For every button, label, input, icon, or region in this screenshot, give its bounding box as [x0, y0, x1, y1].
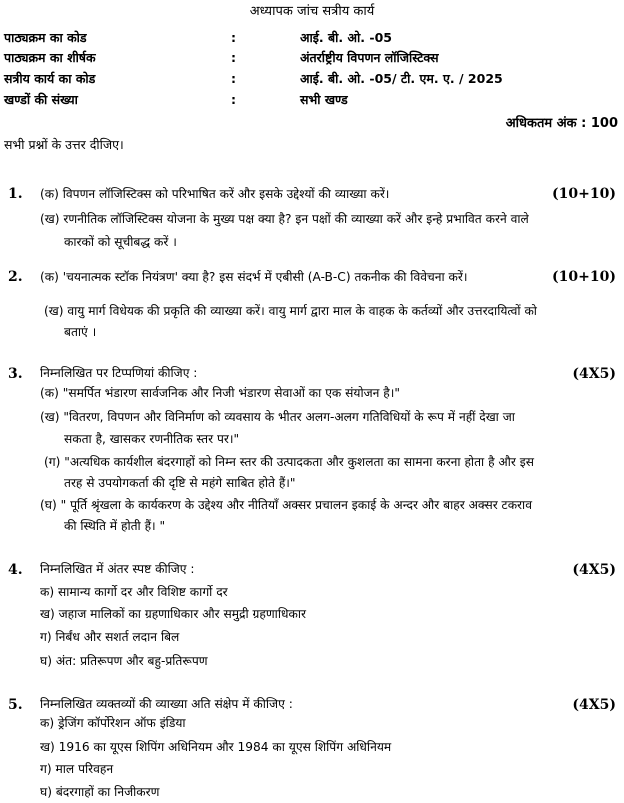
header-colon: :: [231, 30, 236, 45]
instruction: सभी प्रश्नों के उत्तर दीजिए।: [4, 137, 124, 152]
question-part: (क) "समर्पित भंडारण सार्वजनिक और निजी भंडारण सेवाओं का एक संयोजन है।": [40, 386, 401, 400]
question-part-cont: सकता है, खासकर रणनीतिक स्तर पर।": [64, 432, 240, 446]
question-marks: (4X5): [572, 366, 616, 382]
question-part: (घ) " पूर्ति श्रृंखला के कार्यकरण के उद्देश्य और नीतियाँ अक्सर प्रचालन इकाई के अन्दर और बाहर अक्सर टकराव: [40, 498, 532, 512]
max-marks: अधिकतम अंक : 100: [505, 116, 618, 131]
question-part: (ख) वायु मार्ग विधेयक की प्रकृति की व्याख्या करें। वायु मार्ग द्वारा माल के वाहक के कर्तव्यों और उत्तरदायित्वों को: [44, 304, 537, 318]
course-code-value: आई. बी. ओ. -05: [300, 30, 392, 45]
question-marks: (4X5): [572, 697, 616, 713]
question-part: (ख) रणनीतिक लॉजिस्टिक्स योजना के मुख्य पक्ष क्या है? इन पक्षों की व्याख्या करें और इन्हे प्रभावित करने वाले: [40, 212, 529, 226]
question-part: घ) बंदरगाहों का निजीकरण: [40, 785, 160, 799]
assignment-code-label: सत्रीय कार्य का कोड: [4, 71, 96, 86]
question-part-cont: कारकों को सूचीबद्ध करें ।: [64, 235, 177, 249]
question-number: 3.: [8, 366, 23, 382]
question-intro: निम्नलिखित में अंतर स्पष्ट कीजिए :: [40, 562, 195, 576]
question-part: (क) 'चयनात्मक स्टॉक नियंत्रण' क्या है? इस संदर्भ में एबीसी (A-B-C) तकनीक की विवेचना करें।: [40, 270, 468, 284]
question-marks: (10+10): [552, 186, 616, 202]
course-title-label: पाठ्यक्रम का शीर्षक: [4, 50, 96, 65]
page-title: अध्यापक जांच सत्रीय कार्य: [249, 4, 375, 19]
question-part: क) सामान्य कार्गो दर और विशिष्ट कार्गो दर: [40, 585, 228, 599]
question-part: घ) अंत: प्रतिरूपण और बहु-प्रतिरूपण: [40, 654, 208, 668]
assignment-code-value: आई. बी. ओ. -05/ टी. एम. ए. / 2025: [300, 71, 503, 86]
header-colon: :: [231, 50, 236, 65]
question-part: (ग) "अत्यधिक कार्यशील बंदरगाहों को निम्न स्तर की उत्पादकता और कुशलता का सामना करना होता है और इस: [44, 455, 534, 469]
question-intro: निम्नलिखित पर टिप्पणियां कीजिए :: [40, 366, 198, 380]
question-part: ग) माल परिवहन: [40, 762, 114, 776]
course-title-value: अंतर्राष्ट्रीय विपणन लॉजिस्टिक्स: [300, 50, 439, 65]
question-part-cont: तरह से उपयोगकर्ता की दृष्टि से महंगे साबित होते हैं।": [64, 476, 296, 490]
course-code-label: पाठ्यक्रम का कोड: [4, 30, 87, 45]
question-marks: (4X5): [572, 562, 616, 578]
blocks-count-value: सभी खण्ड: [300, 92, 348, 107]
question-intro: निम्नलिखित व्यक्तव्यों की व्याख्या अति संक्षेप में कीजिए :: [40, 697, 293, 711]
question-marks: (10+10): [552, 269, 616, 285]
question-number: 5.: [8, 697, 23, 713]
blocks-count-label: खण्डों की संख्या: [4, 92, 78, 107]
question-number: 1.: [8, 186, 23, 202]
question-part: ख) जहाज मालिकों का ग्रहणाधिकार और समुद्री ग्रहणाधिकार: [40, 607, 306, 621]
question-part: क) ड्रेजिंग कॉर्पोरेशन ऑफ इंडिया: [40, 716, 186, 730]
question-number: 2.: [8, 269, 23, 285]
header-colon: :: [231, 71, 236, 86]
question-number: 4.: [8, 562, 23, 578]
question-part: (ख) "वितरण, विपणन और विनिर्माण को व्यवसाय के भीतर अलग-अलग गतिविधियों के रूप में नहीं देखा जा: [40, 410, 515, 424]
question-part: ख) 1916 का यूएस शिपिंग अधिनियम और 1984 का यूएस शिपिंग अधिनियम: [40, 740, 392, 754]
question-part-cont: बताएं ।: [64, 325, 97, 339]
question-part: ग) निर्बंध और सशर्त लदान बिल: [40, 630, 180, 644]
question-part: (क) विपणन लॉजिस्टिक्स को परिभाषित करें और इसके उद्देश्यों की व्याख्या करें।: [40, 187, 390, 201]
question-part-cont: की स्थिति में होती हैं। ": [64, 519, 166, 533]
header-colon: :: [231, 92, 236, 107]
